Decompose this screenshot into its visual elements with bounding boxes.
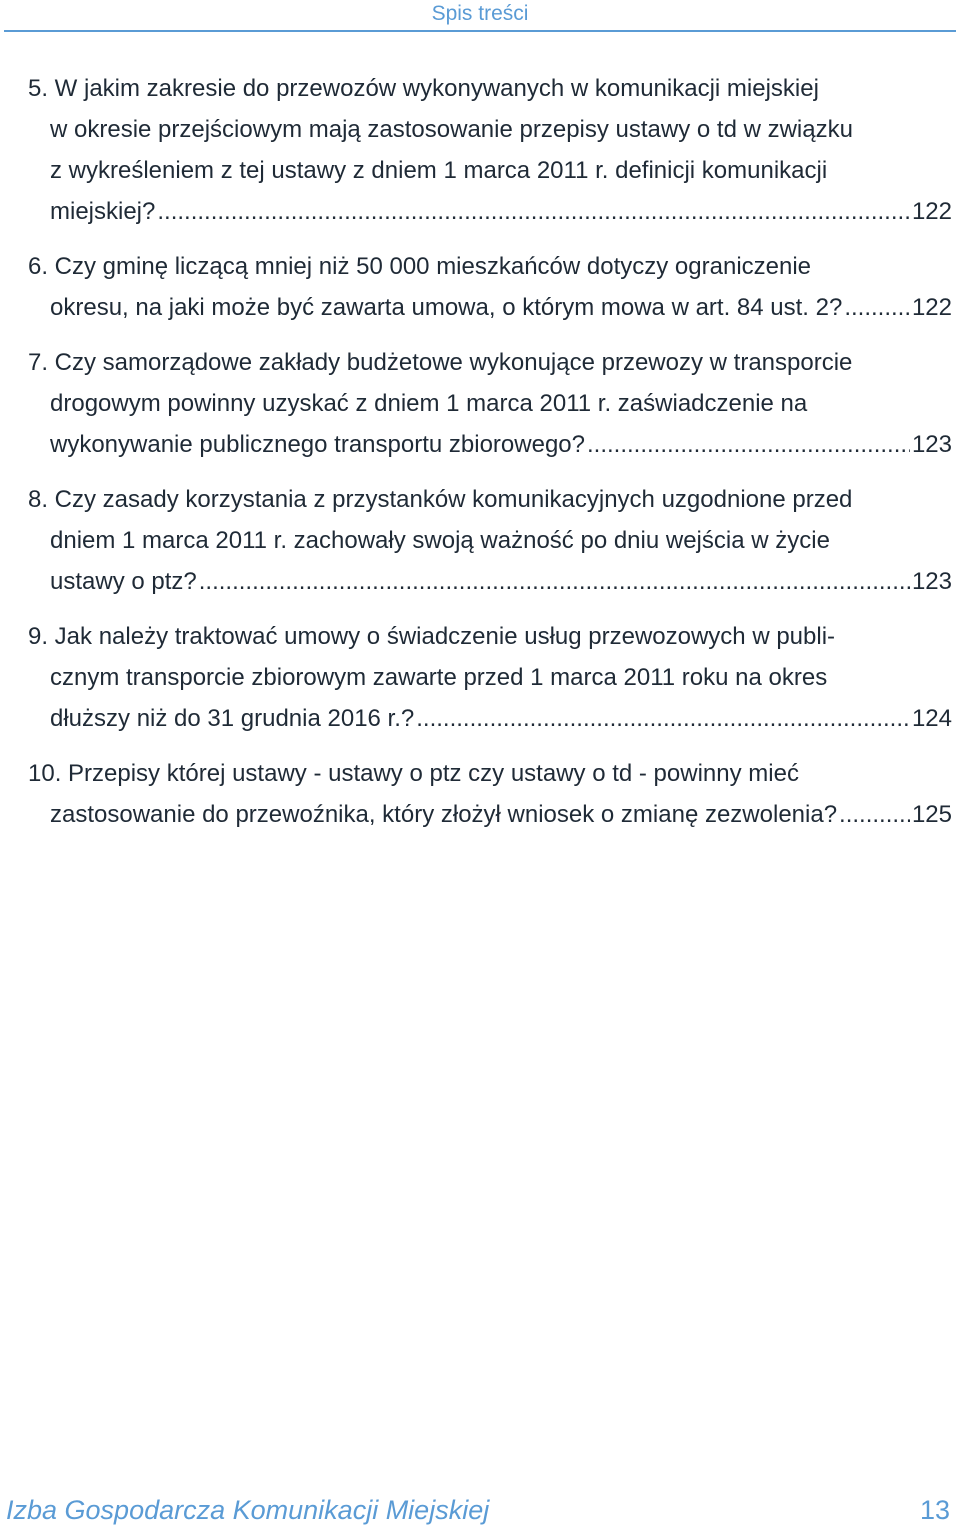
toc-entry-text-line: 7. Czy samorządowe zakłady budżetowe wykonujące przewozy w transporcie xyxy=(28,349,853,376)
toc-entry-text-line: dłuższy niż do 31 grudnia 2016 r.? xyxy=(50,705,415,732)
toc-page-number: 122 xyxy=(911,294,952,321)
toc-page-number: 124 xyxy=(911,705,952,732)
toc-entry-text-line: okresu, na jaki może być zawarta umowa, o którym mowa w art. 84 ust. 2? xyxy=(50,294,843,321)
dot-leader xyxy=(157,191,910,232)
toc-entry-text-line: cznym transporcie zbiorowym zawarte przed 1 marca 2011 roku na okres xyxy=(50,664,828,691)
toc-entry-text-line: 10. Przepisy której ustawy - ustawy o ptz czy ustawy o td - powinny mieć xyxy=(28,760,799,787)
running-header-title: Spis treści xyxy=(431,2,529,25)
toc-entry-10[interactable] xyxy=(28,753,952,835)
table-of-contents xyxy=(28,68,952,849)
dot-leader xyxy=(844,287,910,328)
dot-leader xyxy=(839,794,910,835)
toc-entry-text-line: z wykreśleniem z tej ustawy z dniem 1 marca 2011 r. definicji komunikacji xyxy=(50,157,828,184)
footer-page-number: 13 xyxy=(919,1495,950,1525)
toc-entry-9[interactable] xyxy=(28,616,952,739)
toc-entry-8[interactable] xyxy=(28,479,952,602)
toc-entry-text-line: w okresie przejściowym mają zastosowanie przepisy ustawy o td w związku xyxy=(50,116,853,143)
toc-entry-text-line: 9. Jak należy traktować umowy o świadczenie usług przewozowych w publi- xyxy=(28,623,836,650)
toc-page-number: 123 xyxy=(911,431,952,458)
toc-entry-text-line: 5. W jakim zakresie do przewozów wykonywanych w komunikacji miejskiej xyxy=(28,75,819,102)
footer-organization-name: Izba Gospodarcza Komunikacji Miejskiej xyxy=(6,1495,490,1525)
toc-page-number: 125 xyxy=(911,801,952,828)
toc-entry-text-line: dniem 1 marca 2011 r. zachowały swoją ważność po dniu wejścia w życie xyxy=(50,527,830,554)
toc-entry-text-line: wykonywanie publicznego transportu zbiorowego? xyxy=(50,431,585,458)
dot-leader xyxy=(587,424,910,465)
toc-page-number: 123 xyxy=(911,568,952,595)
toc-entry-text-line: 8. Czy zasady korzystania z przystanków komunikacyjnych uzgodnione przed xyxy=(28,486,853,513)
dot-leader xyxy=(199,561,910,602)
header-divider xyxy=(4,30,956,32)
toc-entry-text-line: zastosowanie do przewoźnika, który złożył wniosek o zmianę zezwolenia? xyxy=(50,801,838,828)
toc-entry-6[interactable] xyxy=(28,246,952,328)
toc-entry-text-line: 6. Czy gminę liczącą mniej niż 50 000 mieszkańców dotyczy ograniczenie xyxy=(28,253,812,280)
toc-entry-text-line: drogowym powinny uzyskać z dniem 1 marca 2011 r. zaświadczenie na xyxy=(50,390,808,417)
toc-entry-7[interactable] xyxy=(28,342,952,465)
dot-leader xyxy=(416,698,910,739)
toc-entry-text-line: ustawy o ptz? xyxy=(50,568,197,595)
toc-entry-text-line: miejskiej? xyxy=(50,198,156,225)
toc-page-number: 122 xyxy=(911,198,952,225)
toc-entry-5[interactable] xyxy=(28,68,952,232)
